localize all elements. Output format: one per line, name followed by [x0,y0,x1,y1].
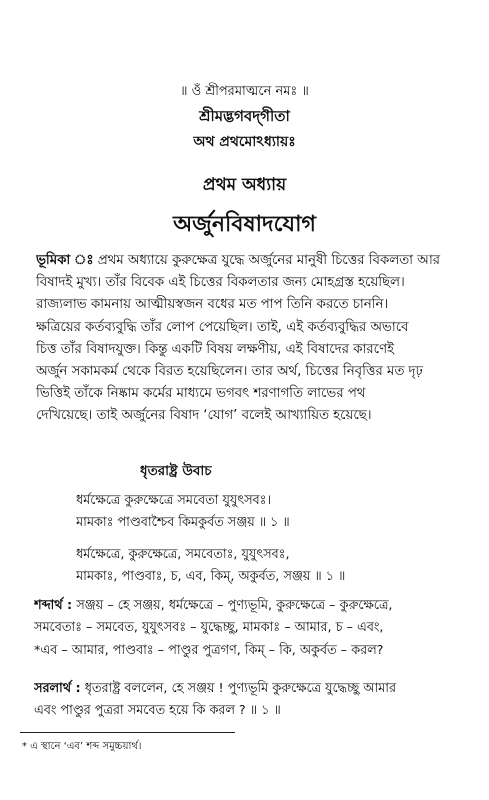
word-meaning-label: শব্দার্থ : [34,598,73,613]
meaning-label: সরলার্থ : [34,681,81,696]
word-meaning [34,595,464,662]
plain-meaning [34,678,464,723]
verse-line: ধর্মক্ষেত্রে কুরুক্ষেত্রে সমবেতা যুযুৎসবঃ। [76,493,272,508]
intro-line: চিত্ত তাঁর বিষাদযুক্ত। কিন্তু একটি বিষয় লক্ষণীয়, এই বিষাদের কারণেই [36,341,394,357]
word-meaning-line: শব্দার্থ : সঞ্জয় – হে সঞ্জয়, ধর্মক্ষেত্রে – পুণ্যভূমি, কুরুক্ষেত্রে – কুরুক্ষেত্রে, [34,598,393,613]
split-verse-line: ধর্মক্ষেত্রে, কুরুক্ষেত্রে, সমবেতাঃ, যুযুৎসবঃ, [76,547,290,562]
yoga-title: অর্জুনবিষাদযোগ [173,212,316,237]
chapter-heading: প্রথম অধ্যায় [202,175,287,195]
word-meaning-line: সমবেতাঃ – সমবেত, যুযুৎসবঃ – যুদ্ধেচ্ছু, মামকাঃ – আমার, চ – এবং, [34,620,384,636]
speaker-heading: ধৃতরাষ্ট্র উবাচ [140,463,212,479]
intro-line: অর্জুন সকামকর্ম থেকে বিরত হয়েছিলেন। তার অর্থ, চিত্তের নিবৃত্তির মত দৃঢ় [36,364,423,380]
intro-line: দেখিয়েছে। তাই অর্জুনের বিষাদ ‘যোগ’ বলেই আখ্যায়িত হয়েছে। [36,408,372,424]
split-verse [76,544,466,588]
word-meaning-line: *এব – আমার, পাণ্ডবাঃ – পাণ্ডুর পুত্রগণ, কিম্ – কি, অকুর্বত – করল? [34,642,384,658]
meaning-line: সরলার্থ : ধৃতরাষ্ট্র বললেন, হে সঞ্জয় ! পুণ্যভূমি কুরুক্ষেত্রে যুদ্ধেচ্ছু আমার [34,681,396,696]
intro-line: ভূমিকা ঃ প্রথম অধ্যায়ে কুরুক্ষেত্র যুদ্ধে অর্জুনের মানুষী চিত্তের বিকলতা আর [36,253,440,268]
meaning-line: এবং পাণ্ডুর পুত্ররা সমবেত হয়ে কি করল ? ॥ ১ ॥ [34,703,281,719]
footnote: * এ স্থানে ‘এব’ শব্দ সমুচ্চয়ার্থ। [22,741,142,752]
intro-line: ভিত্তিই তাঁকে নিষ্কাম কর্মের মাধ্যমে ভগবৎ শরণাগতি লাভের পথ [36,386,366,402]
intro-line: ক্ষত্রিয়ের কর্তব্যবুদ্ধি তাঁর লোপ পেয়েছিল। তাই, এই কর্তব্যবুদ্ধির অভাবে [36,319,409,335]
book-title: শ্রীমদ্ভগবদ্‌গীতা [199,107,290,125]
intro-line: রাজ্যলাভ কামনায় আত্মীয়স্বজন বধের মত পাপ তিনি করতে চাননি। [36,297,389,313]
intro-line: বিষাদই মুখ্য। তাঁর বিবেক এই চিত্তের বিকলতার জন্য মোহগ্রস্ত হয়েছিল। [36,275,405,291]
split-verse-line: মামকাঃ, পাণ্ডবাঃ, চ, এব, কিম্, অকুর্বত, সঞ্জয় ॥ ১ ॥ [76,569,346,584]
verse-line: মামকাঃ পাণ্ডবাশ্চৈব কিমকুর্বত সঞ্জয় ॥ ১ ॥ [76,515,290,530]
footnote-divider [20,732,235,733]
invocation: ॥ ওঁ শ্রীপরমাত্মনে নমঃ ॥ [180,84,309,99]
chapter-subtitle: অথ প্রথমোঽধ্যায়ঃ [193,134,296,150]
sanskrit-verse [76,490,466,534]
intro-label: ভূমিকা ঃ [36,253,94,268]
introduction [36,250,456,428]
